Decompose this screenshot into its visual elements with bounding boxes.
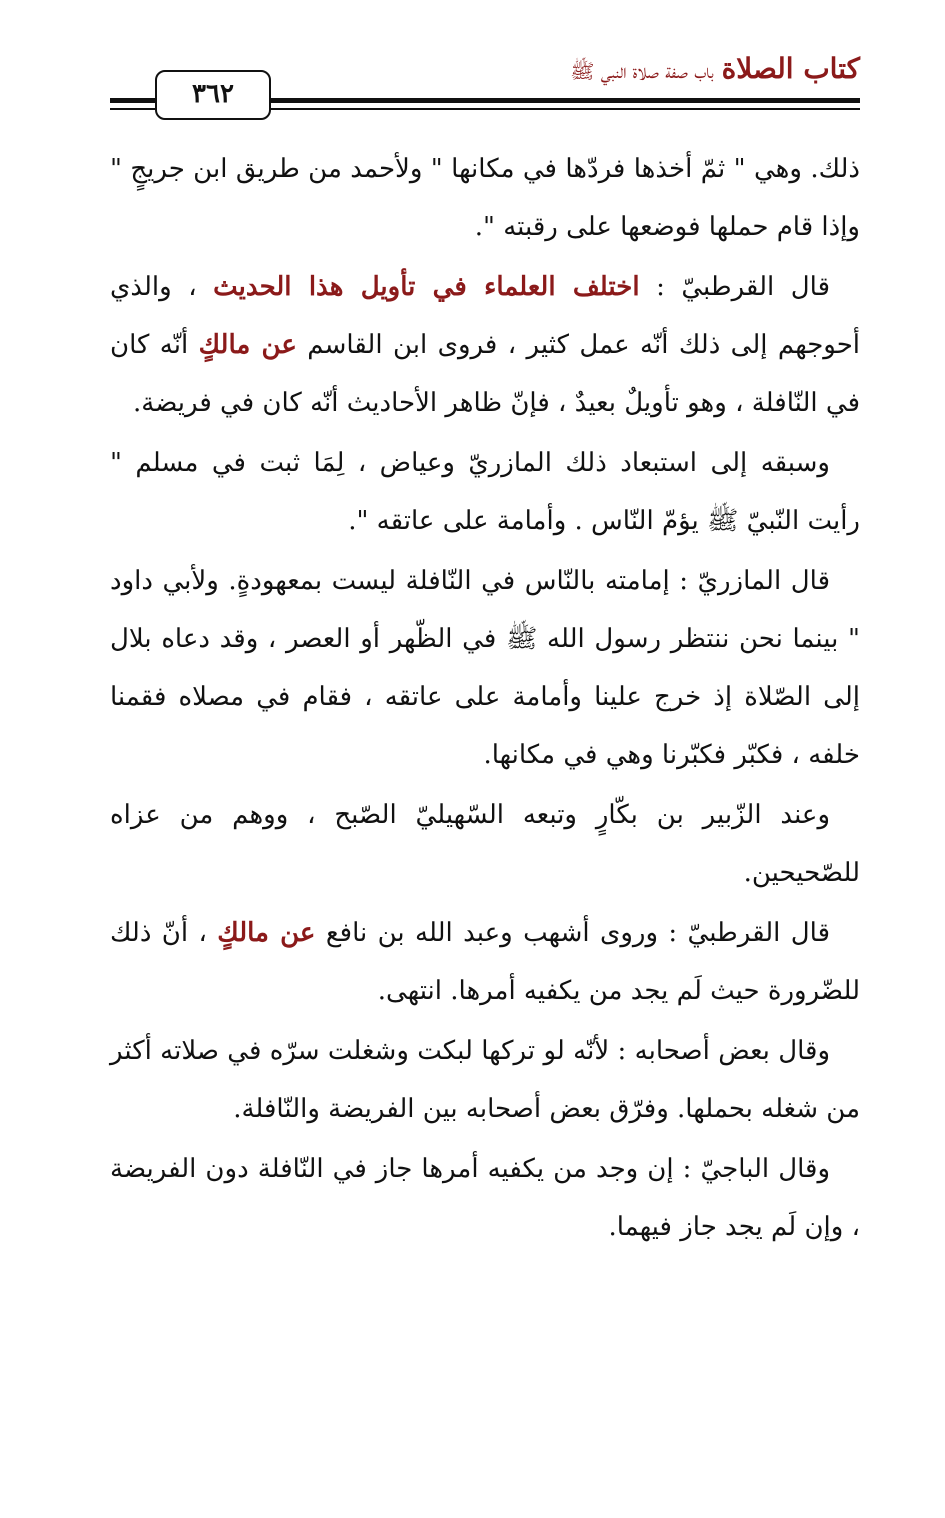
- text-segment: قال القرطبيّ :: [639, 272, 830, 302]
- page-body: [110, 140, 860, 1258]
- text-segment: وقال الباجيّ : إن وجد من يكفيه أمرها جاز في النّافلة دون الفريضة ، وإن لَم يجد جاز فيهما.: [110, 1154, 860, 1242]
- text-segment: ، أنّ ذلك للضّرورة حيث لَم يجد من يكفيه أمرها. انتهى.: [110, 918, 860, 1006]
- highlighted-phrase: اختلف العلماء في تأويل هذا الحديث: [213, 272, 640, 302]
- paragraph: [110, 552, 860, 784]
- paragraph: [110, 904, 860, 1020]
- text-segment: أنّه كان في النّافلة ، وهو تأويلٌ بعيدٌ ، فإنّ ظاهر الأحاديث أنّه كان في فريضة.: [110, 330, 860, 418]
- paragraph: [110, 786, 860, 902]
- text-segment: ، والذي أحوجهم إلى ذلك أنّه عمل كثير ، فروى ابن القاسم: [110, 272, 861, 360]
- page-header: [110, 48, 860, 108]
- text-segment: قال المازريّ : إمامته بالنّاس في النّافلة ليست بمعهودةٍ. ولأبي داود " بينما نحن ننتظر رسول الله ﷺ في الظّهر أو العصر ، وقد دعاه بلال إلى الصّلاة إذ خرج علينا وأمامة على عاتقه ، فقام في مصلاه فقمنا خلفه ، فكبّر فكبّرنا وهي في مكانها.: [110, 566, 860, 770]
- highlighted-phrase: عن مالكٍ: [198, 330, 297, 360]
- page-number-box: [155, 70, 271, 120]
- paragraph: [110, 434, 860, 550]
- paragraph: [110, 140, 860, 256]
- text-segment: ذلك. وهي " ثمّ أخذها فردّها في مكانها " ولأحمد من طريق ابن جريجٍ " وإذا قام حملها فوضعها على رقبته ".: [110, 154, 860, 242]
- running-title: [570, 52, 860, 88]
- book-title: كتاب الصلاة: [721, 52, 860, 85]
- paragraph: [110, 1140, 860, 1256]
- page-number: ٣٦٢: [192, 79, 234, 109]
- highlighted-phrase: عن مالكٍ: [217, 918, 316, 948]
- text-segment: وعند الزّبير بن بكّارٍ وتبعه السّهيليّ الصّبح ، ووهم من عزاه للصّحيحين.: [110, 800, 860, 888]
- text-segment: وسبقه إلى استبعاد ذلك المازريّ وعياض ، لِمَا ثبت في مسلم " رأيت النّبيّ ﷺ يؤمّ النّاس . وأمامة على عاتقه ".: [110, 448, 860, 536]
- chapter-title: باب صفة صلاة النبي ﷺ: [570, 59, 714, 83]
- text-segment: وقال بعض أصحابه : لأنّه لو تركها لبكت وشغلت سرّه في صلاته أكثر من شغله بحملها. وفرّق بعض أصحابه بين الفريضة والنّافلة.: [110, 1036, 860, 1124]
- text-segment: قال القرطبيّ : وروى أشهب وعبد الله بن نافع: [315, 918, 830, 948]
- paragraph: [110, 258, 860, 432]
- paragraph: [110, 1022, 860, 1138]
